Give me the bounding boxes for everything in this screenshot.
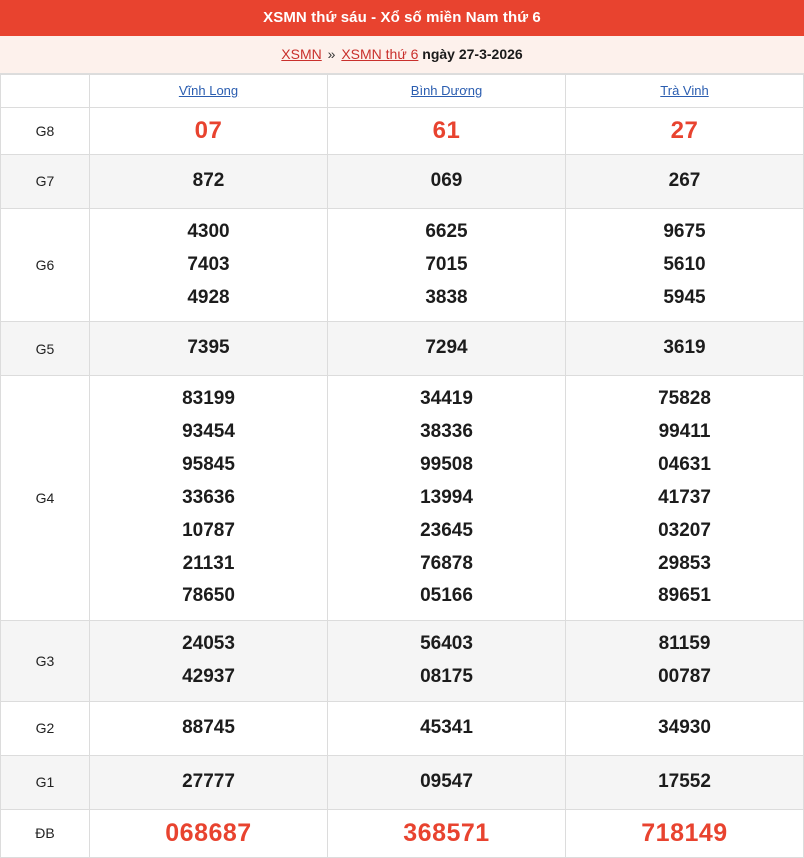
prize-number: 83199 [182, 388, 235, 410]
prize-number: 78650 [182, 585, 235, 607]
table-row [1, 208, 804, 322]
prize-number: 56403 [420, 633, 473, 655]
prize-cell [90, 155, 328, 209]
prize-cell [328, 809, 566, 857]
results-table-body [1, 108, 804, 858]
prize-number: 10787 [182, 519, 235, 541]
prize-label: G7 [1, 155, 90, 209]
prize-cell [566, 702, 804, 756]
prize-number: 99508 [420, 454, 473, 476]
prize-number: 07 [194, 117, 223, 144]
prize-number: 5945 [663, 286, 706, 308]
prize-number: 4300 [187, 220, 230, 242]
prize-number: 95845 [182, 454, 235, 476]
prize-number: 7403 [187, 253, 230, 275]
prize-cell [328, 755, 566, 809]
prize-cell [90, 702, 328, 756]
prize-number: 3838 [425, 286, 468, 308]
prize-number: 76878 [420, 552, 473, 574]
prize-number: 6625 [425, 220, 468, 242]
prize-number: 04631 [658, 454, 711, 476]
prize-cell [328, 621, 566, 702]
prize-number: 08175 [420, 666, 473, 688]
prize-number: 21131 [182, 552, 235, 574]
prize-number: 93454 [182, 421, 235, 443]
prize-number: 34419 [420, 388, 473, 410]
table-row [1, 322, 804, 376]
province-link-2[interactable]: Trà Vinh [660, 83, 709, 98]
prize-label: ĐB [1, 809, 90, 857]
prize-number: 34930 [658, 717, 711, 739]
prize-cell [566, 208, 804, 322]
breadcrumb [0, 36, 804, 74]
prize-number: 03207 [658, 519, 711, 541]
prize-number: 27777 [182, 770, 235, 792]
prize-cell [90, 108, 328, 155]
prize-number: 33636 [182, 486, 235, 508]
prize-number: 5610 [663, 253, 706, 275]
prize-number: 75828 [658, 388, 711, 410]
table-row [1, 702, 804, 756]
prize-number: 17552 [658, 770, 711, 792]
prize-cell [328, 155, 566, 209]
province-header-2 [566, 75, 804, 108]
table-row [1, 809, 804, 857]
prize-label-header [1, 75, 90, 108]
prize-number: 7294 [425, 337, 468, 359]
prize-number: 42937 [182, 666, 235, 688]
prize-number: 7395 [187, 337, 230, 359]
prize-number: 13994 [420, 486, 473, 508]
prize-number: 368571 [403, 818, 490, 847]
prize-number: 718149 [641, 818, 728, 847]
prize-cell [328, 208, 566, 322]
prize-cell [566, 322, 804, 376]
prize-cell [90, 755, 328, 809]
prize-number: 9675 [663, 220, 706, 242]
prize-cell [328, 376, 566, 621]
prize-number: 4928 [187, 286, 230, 308]
prize-label: G3 [1, 621, 90, 702]
prize-cell [90, 208, 328, 322]
prize-label: G6 [1, 208, 90, 322]
prize-number: 81159 [658, 633, 711, 655]
table-row [1, 155, 804, 209]
prize-cell [328, 322, 566, 376]
table-row [1, 755, 804, 809]
breadcrumb-root-link[interactable]: XSMN [281, 46, 322, 62]
table-row [1, 108, 804, 155]
prize-cell [566, 108, 804, 155]
prize-label: G1 [1, 755, 90, 809]
prize-number: 89651 [658, 585, 711, 607]
province-link-0[interactable]: Vĩnh Long [178, 83, 239, 98]
page-title: XSMN thứ sáu - Xổ số miền Nam thứ 6 [0, 0, 804, 36]
prize-cell [90, 809, 328, 857]
prize-number: 45341 [420, 717, 473, 739]
prize-cell [566, 621, 804, 702]
prize-number: 3619 [663, 337, 706, 359]
prize-number: 88745 [182, 717, 235, 739]
prize-cell [566, 155, 804, 209]
prize-number: 267 [668, 170, 701, 191]
prize-number: 24053 [182, 633, 235, 655]
prize-label: G4 [1, 376, 90, 621]
results-table-head [1, 75, 804, 108]
prize-number: 99411 [658, 421, 711, 443]
province-header-0 [90, 75, 328, 108]
prize-cell [328, 702, 566, 756]
breadcrumb-date: ngày 27-3-2026 [422, 46, 523, 62]
prize-number: 61 [432, 117, 461, 144]
prize-number: 23645 [420, 519, 473, 541]
prize-cell [90, 322, 328, 376]
prize-number: 7015 [425, 253, 468, 275]
results-table [0, 74, 804, 858]
prize-number: 41737 [658, 486, 711, 508]
prize-label: G5 [1, 322, 90, 376]
prize-label: G8 [1, 108, 90, 155]
breadcrumb-separator: » [327, 46, 336, 62]
prize-label: G2 [1, 702, 90, 756]
breadcrumb-current-link[interactable]: XSMN thứ 6 [341, 46, 419, 62]
prize-cell [566, 376, 804, 621]
prize-number: 38336 [420, 421, 473, 443]
prize-cell [90, 376, 328, 621]
province-header-1 [328, 75, 566, 108]
prize-number: 09547 [420, 770, 473, 792]
table-row [1, 621, 804, 702]
prize-number: 068687 [165, 818, 252, 847]
prize-cell [328, 108, 566, 155]
prize-number: 29853 [658, 552, 711, 574]
prize-number: 069 [430, 170, 463, 191]
prize-number: 00787 [658, 666, 711, 688]
prize-number: 27 [670, 117, 699, 144]
prize-cell [90, 621, 328, 702]
prize-number: 05166 [420, 585, 473, 607]
province-link-1[interactable]: Bình Dương [410, 83, 483, 98]
prize-cell [566, 755, 804, 809]
province-header-row [1, 75, 804, 108]
table-row [1, 376, 804, 621]
prize-number: 872 [192, 170, 225, 191]
prize-cell [566, 809, 804, 857]
